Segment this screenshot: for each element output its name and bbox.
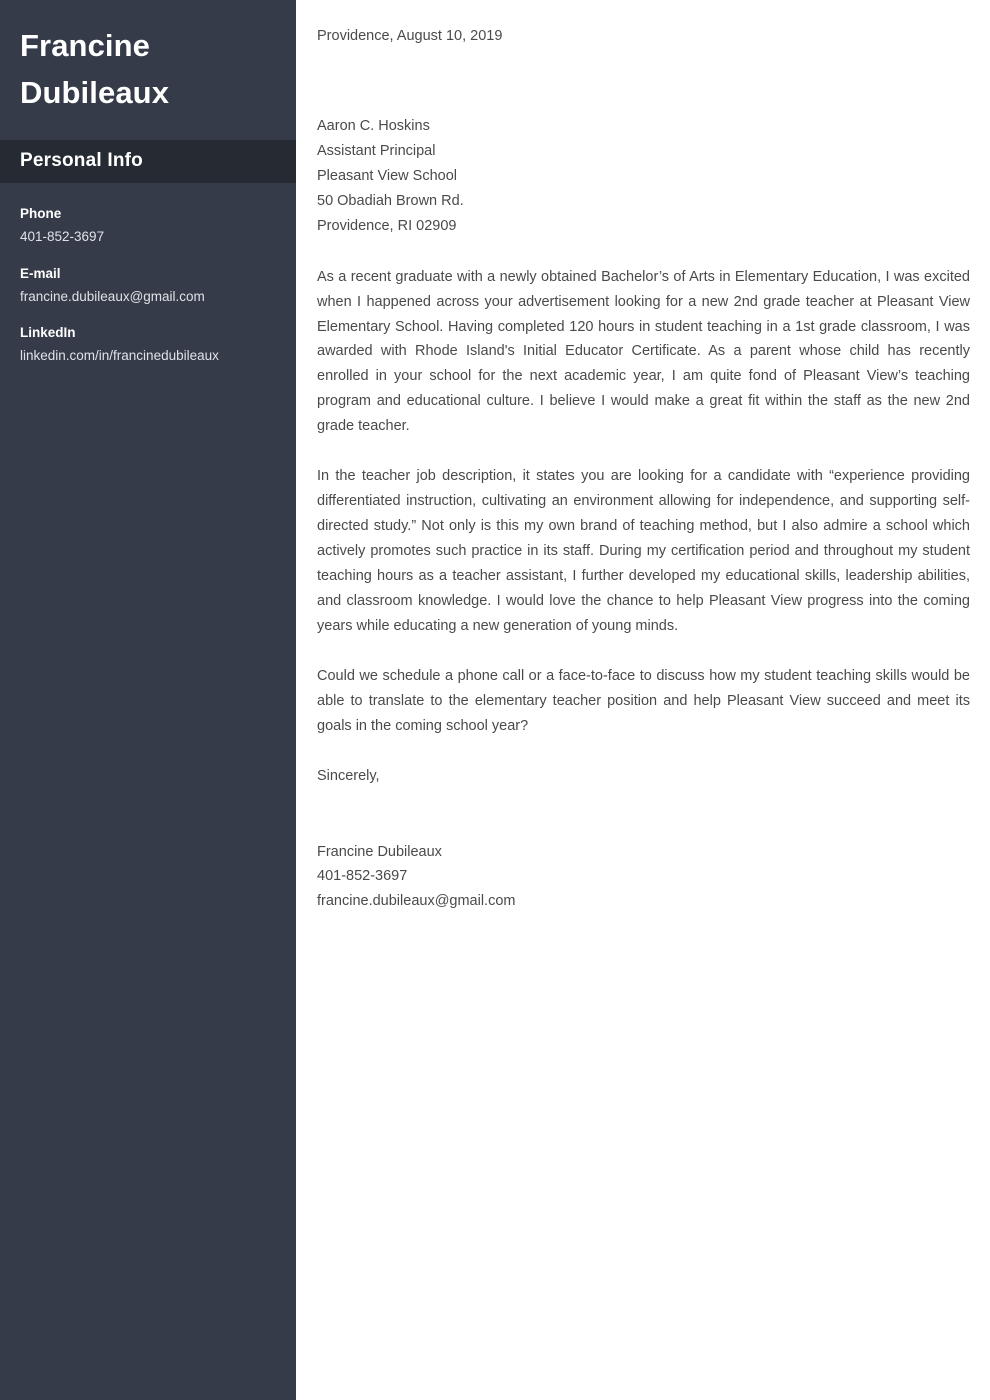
sidebar — [0, 0, 296, 1400]
contact-value-phone: 401-852-3697 — [20, 229, 105, 245]
letter-paragraph: In the teacher job description, it states you are looking for a candidate with “experience providing differentiated instruction, cultivating an environment allowing for independence, and supporting self-directed study.” Not only is this my own brand of teaching method, but I also admire a school which actively promotes such practice in its staff. During my certification period and throughout my student teaching hours as a teacher assistant, I further developed my educational skills, leadership abilities, and classroom knowledge. I would love the chance to help Pleasant View progress into the coming years while educating a new generation of young minds. — [317, 468, 970, 634]
sidebar-name-block — [0, 0, 296, 140]
contact-value-email[interactable]: francine.dubileaux@gmail.com — [20, 288, 205, 304]
contact-item-phone — [20, 204, 276, 248]
candidate-name: Francine Dubileaux — [20, 28, 170, 111]
contact-label-linkedin: LinkedIn — [20, 325, 76, 341]
recipient-line: Aaron C. Hoskins — [317, 117, 430, 134]
recipient-line: 50 Obadiah Brown Rd. — [317, 192, 464, 209]
contact-item-linkedin — [20, 323, 276, 367]
signature-block — [317, 840, 970, 915]
personal-info-title: Personal Info — [20, 150, 143, 172]
recipient-line: Providence, RI 02909 — [317, 217, 457, 234]
contact-label-phone: Phone — [20, 206, 62, 222]
letter-paragraph: As a recent graduate with a newly obtained Bachelor’s of Arts in Elementary Education, I was excited when I happened across your advertisement looking for a new 2nd grade teacher at Pleasant View Elementary School. Having completed 120 hours in student teaching in a 1st grade classroom, I was awarded with Rhode Island's Initial Educator Certificate. As a parent whose child has recently enrolled in your school for the next academic year, I am quite fond of Pleasant View’s teaching program and educational culture. I believe I would make a great fit within the staff as the new 2nd grade teacher. — [317, 268, 970, 435]
signature-name: Francine Dubileaux — [317, 843, 442, 860]
letter-paragraph: Could we schedule a phone call or a face-to-face to discuss how my student teaching skills would be able to translate to the elementary teacher position and help Pleasant View succeed and meet its goals in the coming school year? — [317, 667, 970, 734]
letter-inner — [317, 24, 970, 914]
personal-info-section-header — [0, 140, 296, 183]
signature-email: francine.dubileaux@gmail.com — [317, 893, 516, 910]
signature-phone: 401-852-3697 — [317, 868, 408, 885]
contact-value-linkedin[interactable]: linkedin.com/in/francinedubileaux — [20, 348, 219, 364]
contact-item-email — [20, 264, 276, 308]
recipient-line: Assistant Principal — [317, 142, 436, 159]
letter-date-line: Providence, August 10, 2019 — [317, 28, 503, 44]
recipient-line: Pleasant View School — [317, 167, 457, 184]
contact-label-email: E-mail — [20, 265, 61, 281]
personal-info-list — [0, 183, 296, 383]
recipient-address-block — [317, 114, 970, 239]
letter-closing: Sincerely, — [317, 767, 380, 784]
letter-content — [296, 0, 990, 1400]
